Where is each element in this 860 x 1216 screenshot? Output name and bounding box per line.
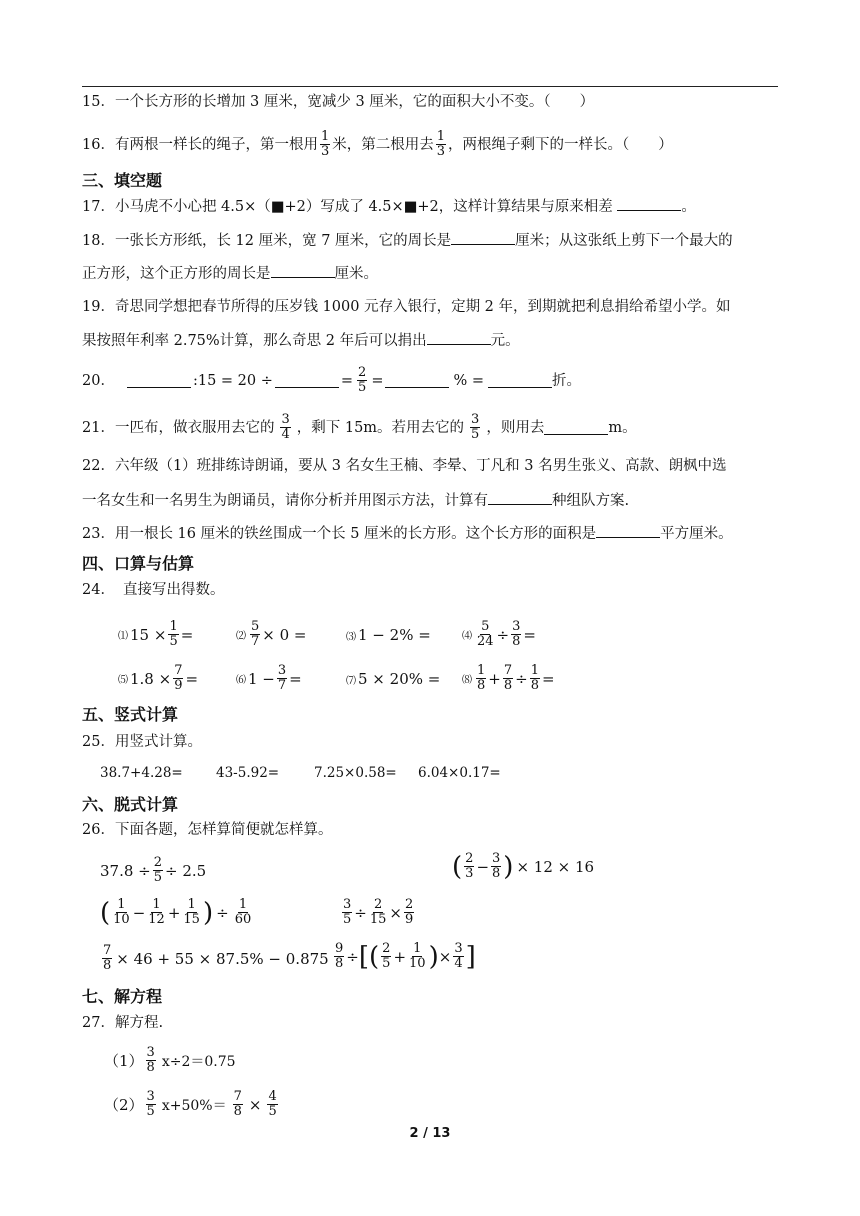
oral-item-7: ⑺ 5 × 20% = <box>346 670 441 688</box>
fraction: $\frac{1}{3}$ <box>320 129 330 159</box>
vertical-calc-2: 43-5.92= <box>216 765 280 781</box>
question-text: 一个长方形的长增加 3 厘米，宽减少 3 厘米，它的面积大小不变。（ ） <box>114 94 595 110</box>
vertical-calc-3: 7.25×0.58= <box>314 765 397 781</box>
page-number: 2 / 13 <box>409 1126 451 1141</box>
vertical-calc-4: 6.04×0.17= <box>418 765 501 781</box>
header-rule <box>82 86 778 87</box>
section-heading-stepwise: 六、脱式计算 <box>82 795 179 814</box>
equation-2: （2） $\frac{3}{5}$ x+50%＝ $\frac{7}{8}$ × $\frac{4}{5}$ <box>104 1089 277 1119</box>
question-19-line-2: 果按照年利率 2.75%计算，那么奇思 2 年后可以捐出 元。 <box>82 330 520 351</box>
oral-item-3: ⑶ 1 − 2% = <box>346 626 431 644</box>
question-27: 27．解方程. <box>82 1015 164 1031</box>
question-15 <box>82 92 594 112</box>
question-24: 24． 直接写出得数。 <box>82 582 225 598</box>
stepwise-item-3: ( $\frac{1}{10}$ − $\frac{1}{12}$ + $\frac{1}{15}$ ) ÷ $\frac{1}{60}$ <box>100 897 252 928</box>
equation-1: （1） $\frac{3}{8}$ x÷2＝0.75 <box>104 1045 236 1075</box>
answer-blank[interactable] <box>488 490 552 505</box>
question-18-line-1: 18．一张长方形纸，长 12 厘米，宽 7 厘米，它的周长是 厘米；从这张纸上剪下一个最大的 <box>82 230 733 251</box>
oral-item-1: ⑴ 15 × $\frac{1}{5}$ = <box>118 619 194 649</box>
question-25: 25．用竖式计算。 <box>82 734 202 750</box>
question-19-line-1: 19．奇思同学想把春节所得的压岁钱 1000 元存入银行，定期 2 年，到期就把利息捐给希望小学。如 <box>82 299 731 315</box>
oral-item-4: ⑷ $\frac{5}{24}$ ÷ $\frac{3}{8}$ = <box>462 619 536 649</box>
section-heading-vertical: 五、竖式计算 <box>82 705 179 724</box>
question-number: 16． <box>82 136 115 153</box>
stepwise-item-4: $\frac{3}{5}$ ÷ $\frac{2}{15}$ × $\frac{2}{9}$ <box>343 897 414 927</box>
section-heading-oral: 四、口算与估算 <box>82 554 195 573</box>
answer-blank[interactable] <box>427 330 491 345</box>
answer-blank[interactable] <box>617 196 681 211</box>
stepwise-item-5: $\frac{7}{8}$ × 46 + 55 × 87.5% − 0.875 <box>103 943 329 973</box>
answer-blank[interactable] <box>488 373 552 388</box>
oral-item-8: ⑻ $\frac{1}{8}$ + $\frac{7}{8}$ ÷ $\frac{1}{8}$ = <box>462 663 555 693</box>
question-16: 16． 有两根一样长的绳子，第一根用 $\frac{1}{3}$ 米，第二根用去 $\frac{1}{3}$ ，两根绳子剩下的一样长。（ ） <box>82 129 673 159</box>
section-heading-fill-in: 三、填空题 <box>82 171 163 190</box>
oral-item-6: ⑹ 1 − $\frac{3}{7}$ = <box>236 663 302 693</box>
question-22-line-1: 22．六年级（1）班排练诗朗诵，要从 3 名女生王楠、李晕、丁凡和 3 名男生张义、高款、朗枫中选 <box>82 458 727 474</box>
question-21: 21． 一匹布，做衣服用去它的 $\frac{3}{4}$ ，剩下 15m。若用去它的 $\frac{3}{5}$ ，则用去 m。 <box>82 412 637 442</box>
answer-blank[interactable] <box>271 263 335 278</box>
answer-blank[interactable] <box>385 373 449 388</box>
stepwise-item-6: $\frac{9}{8}$ ÷ [ ( $\frac{2}{5}$ + $\frac{1}{10}$ ) × $\frac{3}{4}$ ] <box>335 941 476 972</box>
fraction: $\frac{1}{3}$ <box>436 129 446 159</box>
answer-blank[interactable] <box>275 373 339 388</box>
fraction: $\frac{2}{5}$ <box>358 365 367 395</box>
fraction: $\frac{3}{4}$ <box>281 412 290 442</box>
question-23: 23．用一根长 16 厘米的铁丝围成一个长 5 厘米的长方形。这个长方形的面积是 平方厘米。 <box>82 523 733 544</box>
answer-blank[interactable] <box>596 523 660 538</box>
stepwise-item-2: ( $\frac{2}{3}$ − $\frac{3}{8}$ ) × 12 × 16 <box>452 851 595 882</box>
question-number: 15． <box>82 94 115 110</box>
fraction: $\frac{3}{5}$ <box>471 412 480 442</box>
question-20: 20． :15 = 20 ÷ = $\frac{2}{5}$ = % = 折。 <box>82 365 582 395</box>
question-26: 26．下面各题，怎样算简便就怎样算。 <box>82 822 333 838</box>
section-heading-equations: 七、解方程 <box>82 987 163 1006</box>
answer-blank[interactable] <box>451 230 515 245</box>
question-22-line-2: 一名女生和一名男生为朗诵员，请你分析并用图示方法，计算有 种组队方案. <box>82 490 629 511</box>
question-text: 有两根一样长的绳子，第一根用 <box>114 136 318 153</box>
oral-item-2: ⑵ $\frac{5}{7}$ × 0 = <box>236 619 307 649</box>
oral-item-5: ⑸ 1.8 × $\frac{7}{9}$ = <box>118 663 199 693</box>
question-17: 17．小马虎不小心把 4.5×（■+2）写成了 4.5×■+2，这样计算结果与原来相差 。 <box>82 196 696 217</box>
stepwise-item-1: 37.8 ÷ $\frac{2}{5}$ ÷ 2.5 <box>100 855 207 885</box>
answer-blank[interactable] <box>544 420 608 435</box>
answer-blank[interactable] <box>127 373 191 388</box>
question-18-line-2: 正方形，这个正方形的周长是 厘米。 <box>82 263 378 284</box>
vertical-calc-1: 38.7+4.28= <box>100 765 183 781</box>
